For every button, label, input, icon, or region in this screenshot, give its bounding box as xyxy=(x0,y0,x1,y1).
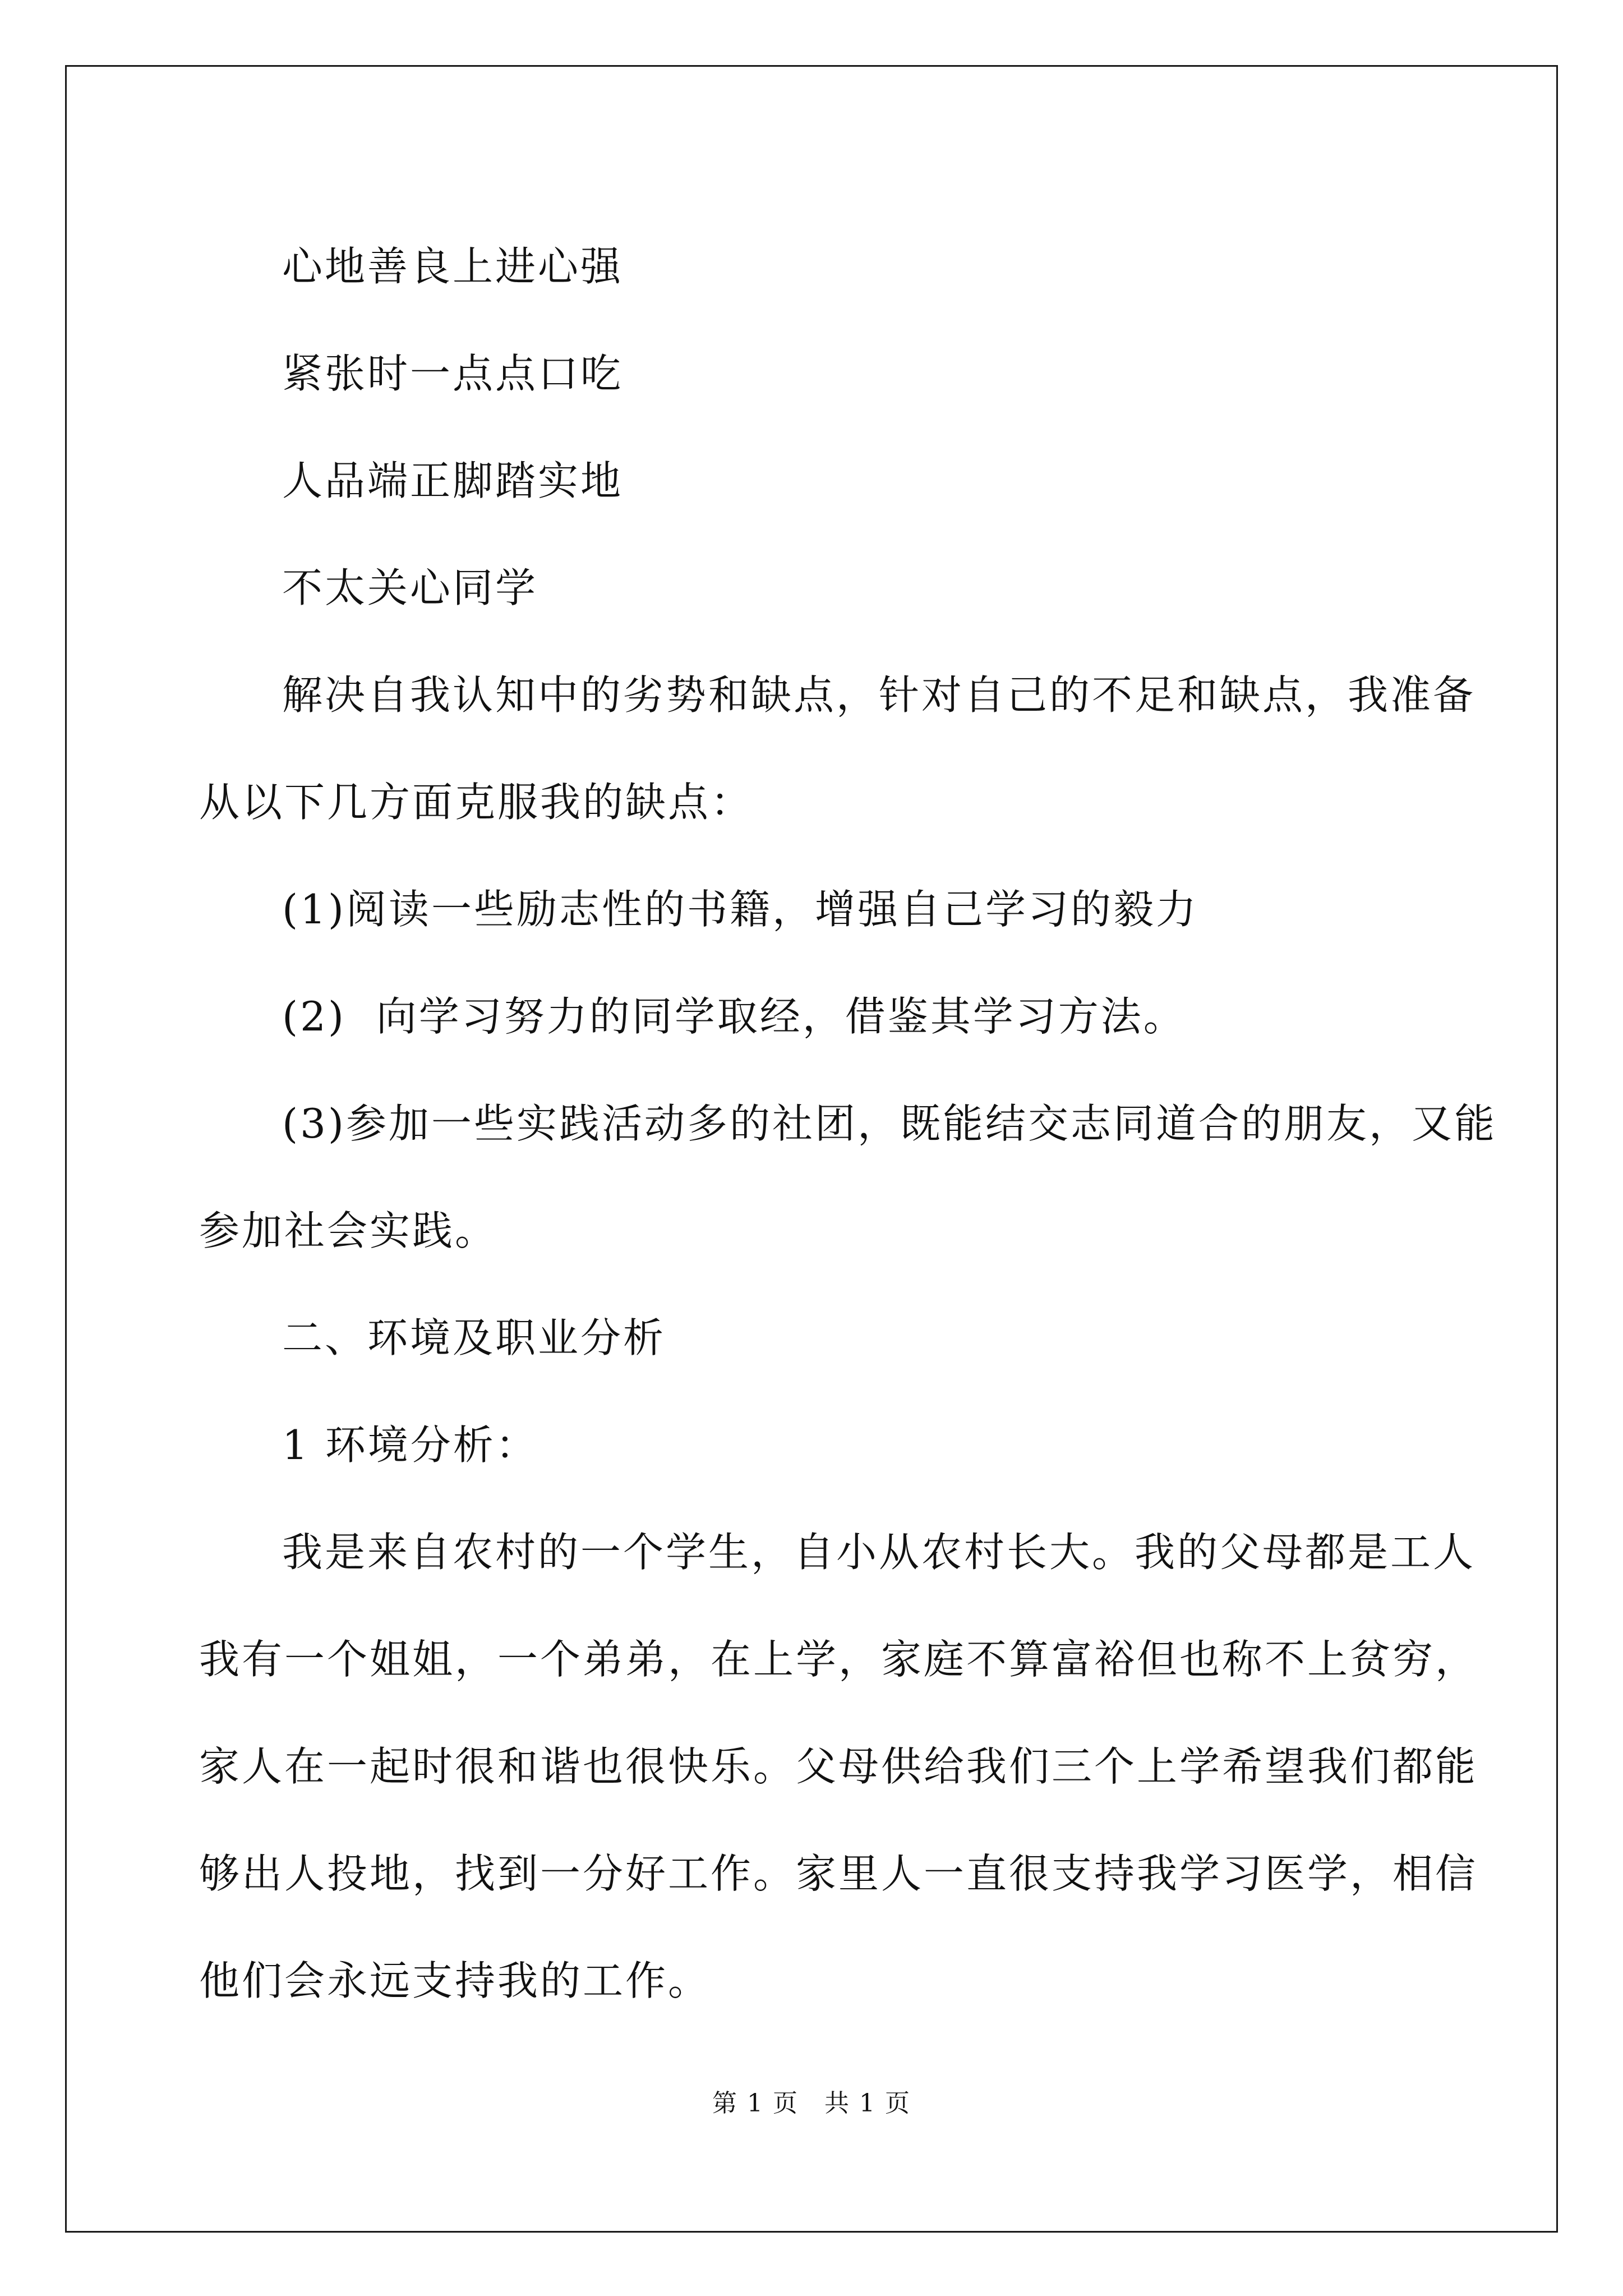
document-body xyxy=(199,213,1497,2035)
subsection-heading: 1 环境分析： xyxy=(282,1421,538,1469)
paragraph-environment-3: 家人在一起时很和谐也很快乐。父母供给我们三个上学希望我们都能 xyxy=(199,1743,1478,1790)
section-heading: 二、环境及职业分析 xyxy=(282,1314,666,1361)
paragraph-trait-stutter: 紧张时一点点口吃 xyxy=(282,350,624,397)
paragraph-environment-2: 我有一个姐姐，一个弟弟，在上学，家庭不算富裕但也称不上贫穷， xyxy=(199,1636,1478,1683)
paragraph-weakness-intro-cont: 从以下几方面克服我的缺点： xyxy=(199,779,754,826)
paragraph-trait-upright: 人品端正脚踏实地 xyxy=(282,457,624,504)
paragraph-trait-kind: 心地善良上进心强 xyxy=(282,243,624,290)
paragraph-environment-1: 我是来自农村的一个学生，自小从农村长大。我的父母都是工人 xyxy=(282,1529,1476,1576)
paragraph-trait-classmates: 不太关心同学 xyxy=(282,564,538,611)
list-item-1: (1)阅读一些励志性的书籍，增强自己学习的毅力 xyxy=(282,886,1198,933)
paragraph-environment-5: 他们会永远支持我的工作。 xyxy=(199,1957,711,2004)
paragraph-weakness-intro: 解决自我认知中的劣势和缺点，针对自己的不足和缺点，我准备 xyxy=(282,671,1476,719)
list-item-2: (2) 向学习努力的同学取经，借鉴其学习方法。 xyxy=(282,993,1186,1040)
list-item-3-cont: 参加社会实践。 xyxy=(199,1207,498,1254)
page-number: 第 1 页 共 1 页 xyxy=(712,2089,911,2118)
list-item-3: (3)参加一些实践活动多的社团，既能结交志同道合的朋友，又能 xyxy=(282,1100,1497,1147)
paragraph-environment-4: 够出人投地，找到一分好工作。家里人一直很支持我学习医学，相信 xyxy=(199,1850,1478,1897)
